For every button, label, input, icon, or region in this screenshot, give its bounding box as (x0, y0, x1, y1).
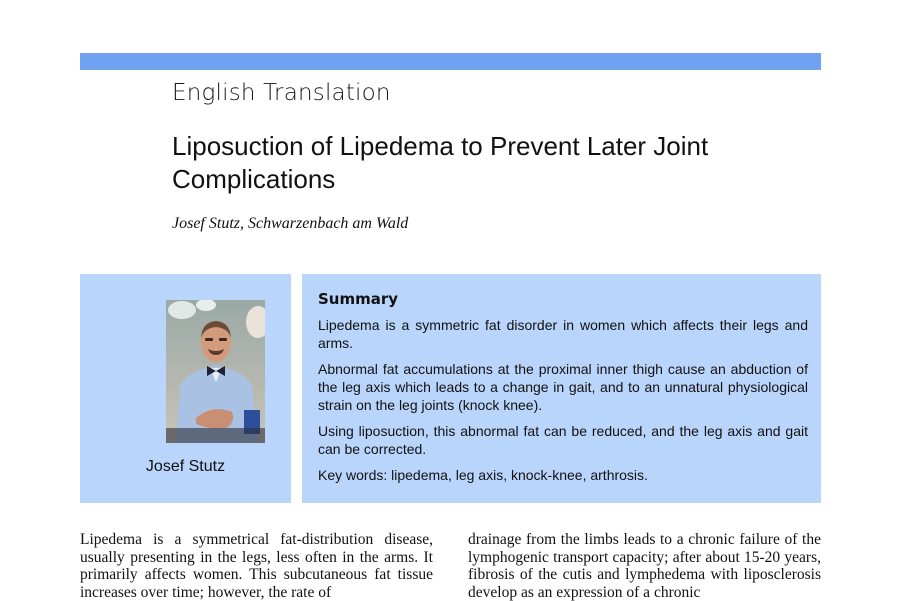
summary-keywords: Key words: lipedema, leg axis, knock-knee, arthrosis. (318, 467, 648, 483)
body-column-left: Lipedema is a symmetrical fat-distribution disease, usually presenting in the legs, less often in the arms. It primarily affects women. This subcutaneous fat tissue increases over time; however, the rate of (80, 531, 433, 601)
summary-paragraph: Lipedema is a symmetric fat disorder in women which affects their legs and arms. (318, 317, 808, 351)
article-title: Liposuction of Lipedema to Prevent Later Joint Complications (172, 131, 709, 194)
author-portrait (166, 300, 265, 443)
author-panel (80, 274, 291, 503)
header-accent-bar (80, 53, 821, 70)
body-column-right: drainage from the limbs leads to a chronic failure of the lymphogenic transport capacity; after about 15-20 years, fibrosis of the cutis and lymphedema with liposclerosis develop as an expression of a chronic (468, 531, 821, 601)
summary-heading: Summary (318, 290, 399, 308)
summary-paragraph: Abnormal fat accumulations at the proximal inner thigh cause an abduction of the leg axis which leads to a change in gait, and to an unnatural physiological strain on the leg joints (knock knee). (318, 361, 808, 413)
summary-paragraph: Using liposuction, this abnormal fat can be reduced, and the leg axis and gait can be corrected. (318, 423, 808, 457)
summary-panel (302, 274, 821, 503)
author-name: Josef Stutz (145, 458, 226, 475)
author-byline: Josef Stutz, Schwarzenbach am Wald (172, 215, 409, 232)
section-label: English Translation (172, 80, 391, 106)
